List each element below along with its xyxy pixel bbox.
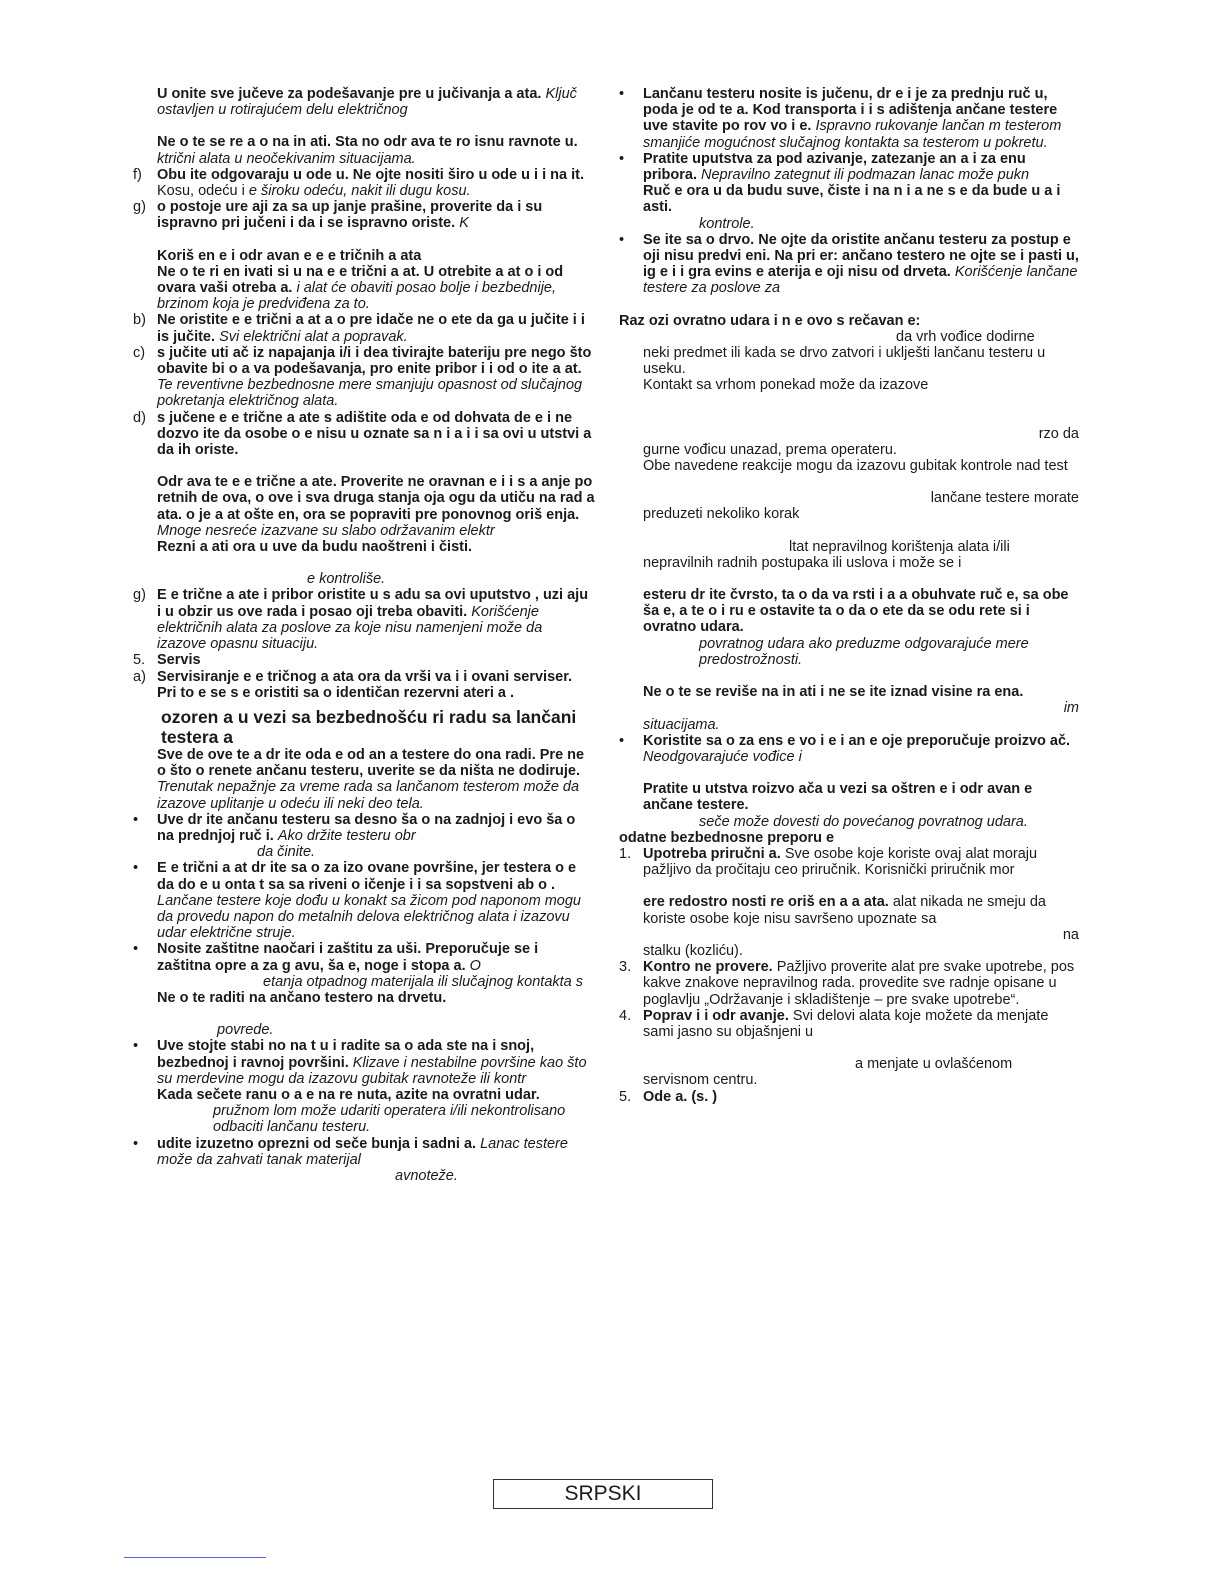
paragraph (133, 571, 595, 587)
bold-text: Se ite sa o drvo. Ne ojte da oristite ančanu testeru za postup e oji nisu predvi eni. Na pri er: ančano testero ne ojte se i pasti u, ig e i i gra evins e aterija e oji nisu od drveta. (643, 231, 1079, 281)
bold-text: Uve stojte stabi no na t u i radite sa o ada ste na i snoj, bezbednoj i ravnoj površini. (157, 1038, 535, 1071)
bold-text: Uve dr ite ančanu testeru sa desno ša o na zadnjoj i evo ša o na prednjoj ruč i. (157, 811, 576, 844)
bold-text: Ne oristite e e trični a at a o pre idače ne o ete da ga u jučite i i is jučite. (157, 312, 585, 345)
bold-text: ere redostro nosti re oriš en a a ata. (643, 894, 889, 911)
italic-text: Mnoge nesreće izazvane su slabo održavanim elektr (157, 522, 495, 539)
spacer (133, 232, 595, 248)
list-item (133, 410, 595, 459)
spacer (619, 297, 1079, 313)
italic-text: e široku odeću, nakit ili dugu kosu. (248, 183, 471, 200)
italic-text: a popravak. (331, 328, 408, 345)
paragraph (619, 377, 1079, 393)
spacer (133, 458, 595, 474)
bold-text: U onite sve jučeve za podešavanje pre u jučivanja a ata. (157, 86, 542, 102)
italic-text: Klizave i nestabilne površine kao što su merdevine mogu da izazovu gubitak ravnoteže ili kontr (157, 1054, 587, 1087)
bullet-item (619, 232, 1079, 297)
italic-text: Trenutak nepažnje za vreme rada sa lančanom testerom može da izazove uplitanje u odeću ili neki deo tela. (157, 779, 580, 812)
bullet-item (133, 860, 595, 941)
italic-text: im (1063, 700, 1079, 717)
paragraph (619, 587, 1079, 636)
bold-text: E e trične a ate i pribor oristite u s adu sa ovi uputstvo , uzi aju i u obzir us ove rada i posao oji treba obaviti. (157, 587, 589, 620)
spacer (619, 765, 1079, 781)
list-marker: f) (133, 166, 142, 183)
list-item (133, 587, 595, 652)
bullet-icon: • (133, 811, 139, 828)
bold-text: Rezni a ati ora u uve da budu naoštreni i čisti. (157, 539, 473, 556)
spacer (133, 1006, 595, 1022)
italic-line: pružnom lom može udariti operatera i/ili nekontrolisano odbaciti lančanu testeru. (213, 1103, 566, 1136)
italic-text: e kontroliše. (307, 571, 386, 588)
italic-text: K (459, 215, 469, 232)
bold-text: Ne o te raditi na ančano testero na drvetu. (157, 989, 447, 1006)
list-marker: c) (133, 344, 146, 361)
bold-text: Pratite uputstva za pod azivanje, zatezanje an a i za enu pribora. (643, 150, 1026, 184)
body-text: alat nikada ne smeju da koriste osobe koje nisu savršeno upoznate sa (643, 894, 1046, 927)
list-item (619, 959, 1079, 975)
body-text: Pažljivo proverite alat pre svake upotrebe, pos (776, 959, 1075, 976)
bullet-icon: • (133, 860, 139, 877)
body-text: preduzeti nekoliko korak (643, 506, 800, 523)
body-text: da vrh vođice dodirne (896, 328, 1035, 345)
bullet-item (619, 86, 1079, 151)
italic-text: ktrični alata u neočekivanim situacijama. (157, 150, 416, 167)
body-text: servisnom centru. (643, 1072, 758, 1089)
list-marker: g) (133, 587, 146, 604)
bold-text: Obu ite odgovaraju u ode u. Ne ojte nositi širo u ode u i i na it. (157, 166, 584, 183)
body-text: na (1062, 926, 1079, 943)
list-marker: 1. (619, 845, 632, 862)
bullet-icon: • (133, 1135, 139, 1152)
paragraph (619, 894, 1079, 926)
bold-text: Ne o te se revіše na in ati i ne se ite iznad visine ra ena. (643, 684, 1024, 701)
italic-text: Lančane testere koje dođu u konakt sa žicom pod naponom mogu da provedu napon do metalnih delova električnog alata i izazovu udar električne struje. (157, 892, 581, 942)
list-item (133, 652, 595, 668)
italic-line: avnoteže. (395, 1167, 458, 1184)
body-text: kakve znakove nepravilnog rada. provedite sve radnje opisane u poglavlju „Održavanje i skladištenje – pre svake upotrebe“. (643, 975, 1057, 1008)
section-title: ozoren a u vezi sa bezbednošću ri radu sa lančani testera a (161, 706, 577, 747)
bullet-icon: • (619, 732, 625, 749)
paragraph (133, 990, 595, 1006)
paragraph (619, 458, 1079, 474)
bold-text: Upotreba priručni a. (643, 845, 781, 862)
bullet-item (619, 151, 1079, 183)
bullet-icon: • (619, 231, 625, 248)
section-heading: Koriš en e i odr avan e e e tričnih a ata (157, 247, 422, 264)
spacer (619, 394, 1079, 410)
list-marker: g) (133, 199, 146, 216)
paragraph (133, 264, 595, 313)
bold-text: Servisiranje e e tričnog a ata ora da vrši va i i ovani serviser. Pri to e se s e oristiti sa o identičan rezervni ateri a . (157, 668, 573, 701)
bullet-icon: • (619, 86, 625, 102)
list-marker: 4. (619, 1007, 632, 1024)
paragraph (619, 442, 1079, 458)
paragraph (619, 490, 1079, 506)
bold-text: Ne o te ri en ivati si u na e e trični a at. U otrebite a at o i od ovara vaši otreba a. (157, 263, 564, 297)
bold-text: Odr ava te e e trične a ate. Proverite ne oravnan e i i s a anje po retnih de ova, o ove i sva druga stanja oja ogu da utiču na rad a ata. o je a at ošte en, ora se popraviti pre ponovnog oriš enja. (157, 474, 595, 523)
body-text: Obe navedene reakcije mogu da izazovu gubitak kontrole nad test (643, 458, 1068, 475)
paragraph (619, 539, 1079, 555)
italic-text: Neodgovarajuće vođice i (643, 748, 802, 765)
italic-text: i alat će obaviti posao bolje i bezbednije, brzinom koja je predviđena za to. (157, 280, 557, 313)
bold-text: udite izuzetno oprezni od seče bunja i sadni a. (157, 1135, 477, 1152)
body-text: Sve osobe koje koriste ovaj alat moraju pažljivo da pročitaju ceo priručnik. Korisnički priručnik mor (643, 845, 1038, 879)
paragraph (133, 1022, 595, 1038)
body-text: neki predmet ili kada se drvo zatvori i uklješti lančanu testeru u useku. (643, 345, 1046, 378)
list-marker: 3. (619, 959, 632, 976)
bold-text: Kada sečete ranu o a e na re nuta, azite na ovratni udar. (157, 1086, 540, 1103)
bullet-icon: • (133, 1038, 139, 1055)
list-marker: 5. (619, 1088, 632, 1105)
italic-text: Ispravno rukovanje lančan m testerom smanjiće mogućnost slučajnog kontakta sa testerom u pokretu. (643, 118, 1062, 151)
bullet-item (133, 1038, 595, 1087)
paragraph (619, 1056, 1079, 1072)
italic-text: Ako držite testeru obr (277, 827, 416, 844)
list-marker: d) (133, 409, 146, 426)
list-item (133, 199, 595, 231)
list-item (133, 167, 595, 199)
body-text: Kontakt sa vrhom ponekad može da izazove (643, 377, 929, 394)
paragraph (619, 943, 1079, 959)
italic-line: seče može dovesti do povećanog povratnog udara. (699, 813, 1028, 830)
spacer (619, 878, 1079, 894)
italic-text: Korišćenje lančane testere za poslove za (643, 264, 1078, 297)
bold-text: Sve de ove te a dr ite oda e od an a testere do ona radi. Pre ne o što o renete ančanu testeru, uverite se da ništa ne dodiruje. (157, 746, 585, 780)
list-item (133, 669, 595, 701)
bold-text: s jučene e e trične a ate s adištite oda e od dohvata de e i ne dozvo ite da osobe o e nisu u oznate sa n i a i i sa ovi u utstvi a da ih oriste. (157, 409, 592, 459)
bold-text: Poprav i i odr avanje. (643, 1007, 789, 1024)
paragraph (619, 1072, 1079, 1088)
spacer (133, 555, 595, 571)
body-text: a menjate u ovlašćenom (855, 1056, 1013, 1073)
paragraph (133, 747, 595, 812)
paragraph (619, 426, 1079, 442)
paragraph (619, 345, 1079, 377)
section-heading: Raz ozi ovratno udara i n e ovo s rečavan e: (619, 312, 921, 329)
spacer (619, 410, 1079, 426)
paragraph (133, 539, 595, 555)
bold-text: Servis (157, 652, 201, 669)
paragraph (619, 555, 1079, 571)
bold-text: Kontro ne provere. (643, 959, 773, 976)
paragraph (619, 506, 1079, 522)
list-item (133, 312, 595, 344)
bold-text: Ruč e ora u da budu suve, čiste i na n i a ne s e da bude u a i asti. (643, 183, 1061, 216)
body-text: gurne vođicu unazad, prema operateru. (643, 441, 897, 458)
paragraph (133, 1087, 595, 1103)
paragraph (133, 86, 595, 118)
italic-text: Korišćenje električnih alata za poslove za koje nisu namenjeni može da izazove opasnu situaciju. (157, 603, 543, 653)
list-item (619, 846, 1079, 878)
paragraph (619, 684, 1079, 700)
italic-line: kontrole. (699, 215, 755, 232)
list-item (619, 1089, 1079, 1105)
bold-text: esteru dr ite čvrsto, ta o da va rsti i a a obuhvate ruč e, sa obe ša e, a te o i ru e ostavite ta o da o ete da se odu rete si i ovratno udara. (643, 587, 1069, 636)
bold-text: o postoje ure aji za sa up janje prašine, proverite da i su ispravno pri jučeni i da i se ispravno oriste. (157, 199, 543, 232)
body-text: ltat nepravilnog korištenja alata i/ili (789, 538, 1010, 555)
list-marker: b) (133, 312, 146, 329)
bullet-item (133, 941, 595, 973)
list-item (133, 345, 595, 410)
right-column (619, 86, 1079, 1105)
spacer (133, 118, 595, 134)
paragraph (619, 975, 1079, 1007)
italic-text: Svi električni alat (219, 328, 328, 345)
italic-text: Nepravilno zategnut ili podmazan lanac može pukn (701, 167, 1030, 184)
paragraph (619, 927, 1079, 943)
bold-text: s jučite uti ač iz napajanja i/i i dea tivirajte bateriju pre nego što obavite bi o a va podešavanja, pro enite pribor i i od o ite a at. (157, 344, 592, 378)
list-item (619, 1008, 1079, 1040)
italic-line: da činite. (257, 844, 316, 861)
spacer (619, 1040, 1079, 1056)
spacer (619, 571, 1079, 587)
bold-text: Lančanu testeru nosite is jučenu, dr e i je za prednju ruč u, poda je od te a. Kod transporta i i s adištenja ančane testere uve stavite po rov vo i e. (643, 86, 1058, 135)
paragraph (619, 717, 1079, 733)
paragraph (619, 183, 1079, 215)
body-text: stalku (kozliću). (643, 942, 743, 959)
bullet-item (133, 1136, 595, 1168)
spacer (619, 668, 1079, 684)
bullet-item (619, 733, 1079, 765)
italic-text: Te reventivne bezbednosne mere smanjuju opasnost od slučajnog pokretanja električnog alata. (157, 377, 583, 410)
language-label: SRPSKI (493, 1479, 713, 1509)
body-text: Kosu, odeću i (157, 183, 245, 200)
bold-text: E e trični a at dr ite sa o za izo ovane površine, jer testera o e da do e u onta t sa sa riveni o ičenje i i sa sopstveni ab o . (157, 860, 577, 893)
body-text: lančane testere morate (930, 490, 1079, 507)
body-text: Svi delovi alata koje možete da menjate sami jasno su objašnjeni u (643, 1007, 1049, 1040)
left-column (133, 86, 595, 1184)
list-marker: 5. (133, 652, 146, 669)
bold-text: Ode a. (s. ) (643, 1088, 718, 1105)
bullet-icon: • (133, 941, 139, 958)
paragraph (133, 134, 595, 166)
italic-line: etanja otpadnog materijala ili slučajnog kontakta s (263, 973, 584, 990)
paragraph (619, 329, 1079, 345)
bullet-icon: • (619, 150, 625, 167)
spacer (619, 474, 1079, 490)
bold-text: Pratite u utstva roizvo ača u vezi sa oštren e i odr avan e ančane testere. (643, 781, 1033, 814)
body-text: nepravilnih radnih postupaka ili uslova i može se i (643, 554, 962, 571)
footer-rule (124, 1557, 266, 1558)
italic-text: situacijama. (643, 716, 720, 733)
section-heading: odatne bezbednosne preporu e (619, 829, 835, 846)
bold-text: Koristite sa o za ens e vo i e i an e oje preporučuje proizvo ač. (643, 732, 1071, 749)
list-marker: a) (133, 668, 146, 685)
italic-text: O (469, 957, 481, 974)
body-text: rzo da (1038, 425, 1079, 442)
paragraph (619, 700, 1079, 716)
bold-text: Ne o te se re a o na in ati. Sta no odr ava te ro isnu ravnote u. (157, 134, 578, 151)
bullet-item (133, 812, 595, 844)
paragraph (133, 474, 595, 539)
italic-text: Ključ ostavljen u rotirajućem delu električnog (157, 86, 577, 119)
italic-line: povratnog udara ako preduzme odgovarajuće mere predostrožnosti. (699, 635, 1029, 668)
bold-text: Nosite zaštitne naočari i zaštitu za uši. Preporučuje se i zaštitna opre a za g avu, ša e, noge i stopa a. (157, 941, 539, 974)
spacer (619, 523, 1079, 539)
italic-text: Lanac testere može da zahvati tanak materijal (157, 1135, 568, 1168)
paragraph (619, 781, 1079, 813)
italic-text: povrede. (217, 1022, 274, 1039)
